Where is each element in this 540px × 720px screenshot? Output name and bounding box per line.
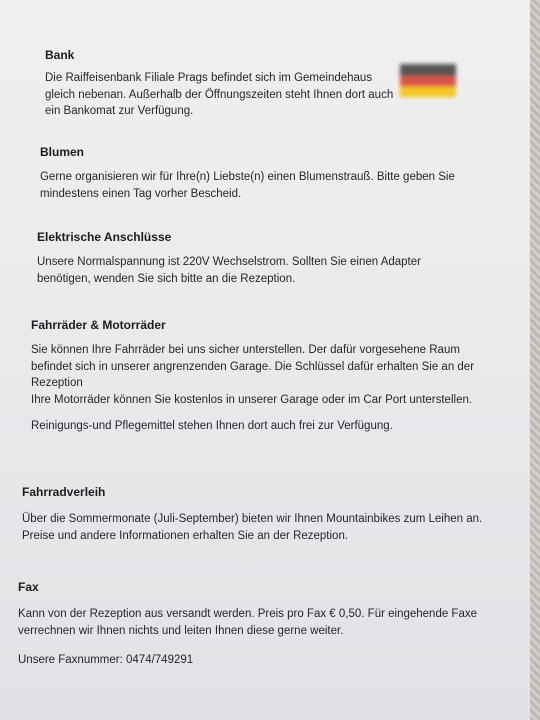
background-surface [530,0,540,720]
section-fahrraeder-heading: Fahrräder & Motorräder [31,318,166,332]
flag-stripe-gold [400,86,456,97]
section-fahrraeder-motorraeder [31,318,501,435]
section-fahrradverleih-text: Über die Sommermonate (Juli-September) bieten wir Ihnen Mountainbikes zum Leihen an. Preise und andere Informationen erhalten Sie an der Rezeption. [22,513,483,542]
section-blumen-text: Gerne organisieren wir für Ihre(n) Liebste(n) einen Blumenstrauß. Bitte geben Sie mindestens einen Tag vorher Bescheid. [40,171,455,200]
section-fax [18,580,508,669]
section-blumen-heading: Blumen [40,145,85,159]
flag-stripe-black [400,64,456,75]
german-flag-icon[interactable] [400,64,456,97]
fax-number: Unsere Faxnummer: 0474/749291 [18,654,194,666]
section-fax-heading: Fax [18,580,39,594]
section-fahrradverleih-heading: Fahrradverleih [22,485,106,499]
section-bank-heading: Bank [45,48,75,62]
section-elektrische-anschluesse-heading: Elektrische Anschlüsse [37,230,172,244]
section-bank-text: Die Raiffeisenbank Filiale Prags befindet sich im Gemeindehaus gleich nebenan. Außerhalb der Öffnungszeiten steht Ihnen dort auch ein Bankomat zur Verfügung. [45,72,394,117]
section-bank [45,48,395,120]
section-fahrraeder-text: Sie können Ihre Fahrräder bei uns sicher unterstellen. Der dafür vorgesehene Raum befindet sich in unserer angrenzenden Garage. Die Schlüssel dafür erhalten Sie an der Rezeption [31,344,475,389]
section-pflegemittel-text: Reinigungs-und Pflegemittel stehen Ihnen dort auch frei zur Verfügung. [31,420,393,432]
section-elektrische-anschluesse [37,230,457,287]
section-blumen [40,145,460,202]
flag-stripe-red [400,75,456,86]
section-motorraeder-text: Ihre Motorräder können Sie kostenlos in unserer Garage oder im Car Port unterstellen. [31,393,473,406]
section-elektrische-anschluesse-text: Unsere Normalspannung ist 220V Wechselstrom. Sollten Sie einen Adapter benötigen, wenden Sie sich bitte an die Rezeption. [37,256,421,285]
section-fax-text: Kann von der Rezeption aus versandt werden. Preis pro Fax € 0,50. Für eingehende Faxe verrechnen wir Ihnen nichts und leiten Ihnen diese gerne weiter. [18,608,477,637]
section-fahrradverleih [22,485,492,544]
